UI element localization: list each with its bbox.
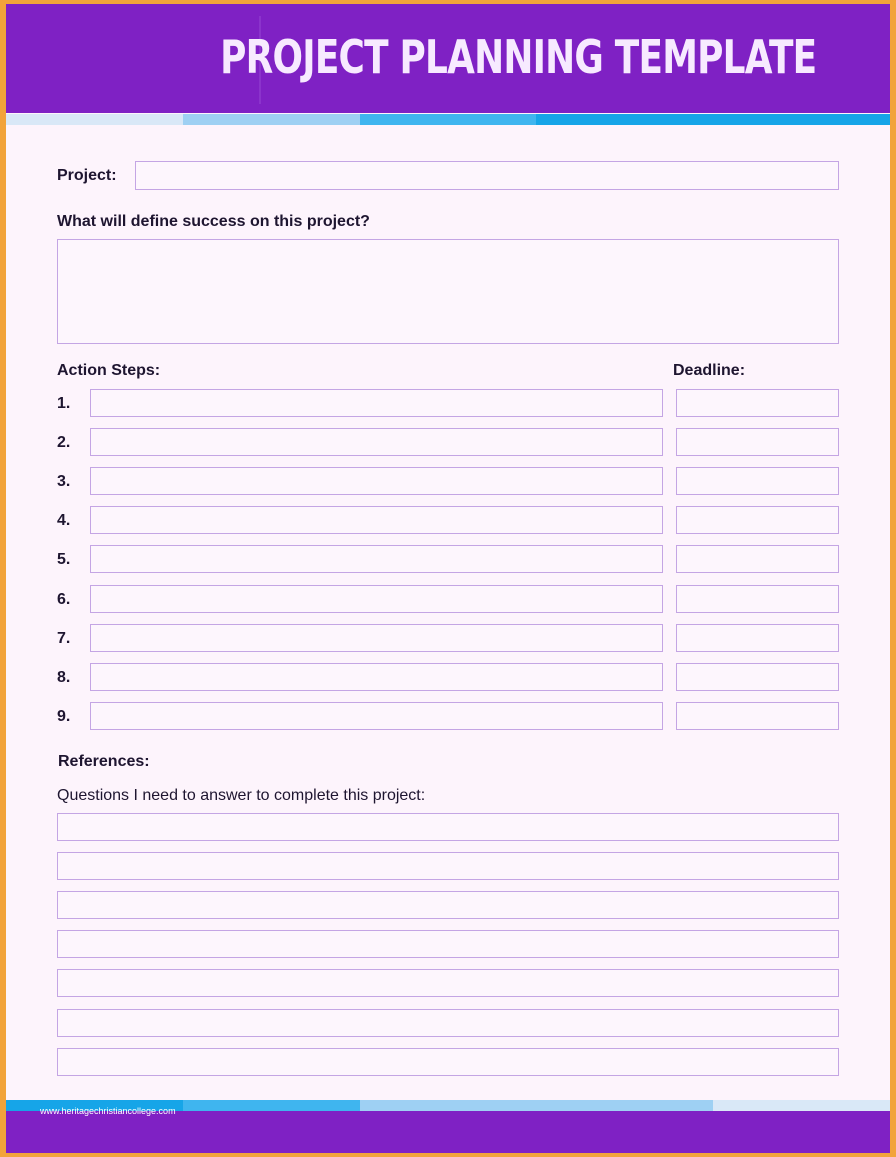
step-number: 7. bbox=[57, 629, 71, 647]
action-step-field[interactable] bbox=[90, 506, 663, 534]
question-field[interactable] bbox=[57, 852, 839, 880]
success-question: What will define success on this project? bbox=[57, 213, 370, 230]
question-field[interactable] bbox=[57, 930, 839, 958]
action-step-field[interactable] bbox=[90, 467, 663, 495]
header-banner bbox=[6, 4, 890, 113]
action-step-field[interactable] bbox=[90, 663, 663, 691]
top-color-stripe bbox=[6, 114, 890, 125]
deadline-field[interactable] bbox=[676, 428, 839, 456]
references-label: References: bbox=[58, 753, 150, 770]
step-number: 4. bbox=[57, 512, 71, 530]
step-number: 3. bbox=[57, 473, 71, 491]
deadline-field[interactable] bbox=[676, 545, 839, 573]
project-field[interactable] bbox=[135, 161, 839, 190]
step-number: 8. bbox=[57, 668, 71, 686]
page-title: PROJECT PLANNING TEMPLATE bbox=[219, 30, 816, 84]
deadline-field[interactable] bbox=[676, 702, 839, 730]
action-step-field[interactable] bbox=[90, 624, 663, 652]
action-steps-label: Action Steps: bbox=[57, 362, 161, 379]
action-step-field[interactable] bbox=[90, 545, 663, 573]
questions-label: Questions I need to answer to complete this project: bbox=[57, 787, 426, 804]
step-number: 1. bbox=[57, 395, 71, 412]
document-page bbox=[6, 4, 890, 1153]
step-number: 5. bbox=[57, 551, 71, 569]
question-field[interactable] bbox=[57, 1009, 839, 1037]
question-field[interactable] bbox=[57, 969, 839, 997]
action-step-field[interactable] bbox=[90, 428, 663, 456]
deadline-field[interactable] bbox=[676, 585, 839, 613]
question-field[interactable] bbox=[57, 891, 839, 919]
step-number: 9. bbox=[57, 707, 71, 725]
step-number: 2. bbox=[57, 434, 71, 452]
deadline-field[interactable] bbox=[676, 389, 839, 417]
question-field[interactable] bbox=[57, 813, 839, 841]
step-number: 6. bbox=[57, 590, 71, 608]
watermark-text: www.heritagechristiancollege.com bbox=[40, 1106, 176, 1116]
deadline-field[interactable] bbox=[676, 624, 839, 652]
project-label: Project: bbox=[57, 167, 117, 184]
deadline-field[interactable] bbox=[676, 467, 839, 495]
deadline-field[interactable] bbox=[676, 663, 839, 691]
success-field[interactable] bbox=[57, 239, 839, 344]
footer-banner bbox=[6, 1111, 890, 1153]
action-step-field[interactable] bbox=[90, 702, 663, 730]
action-step-field[interactable] bbox=[90, 585, 663, 613]
question-field[interactable] bbox=[57, 1048, 839, 1076]
deadline-label: Deadline: bbox=[673, 362, 746, 379]
deadline-field[interactable] bbox=[676, 506, 839, 534]
action-step-field[interactable] bbox=[90, 389, 663, 417]
